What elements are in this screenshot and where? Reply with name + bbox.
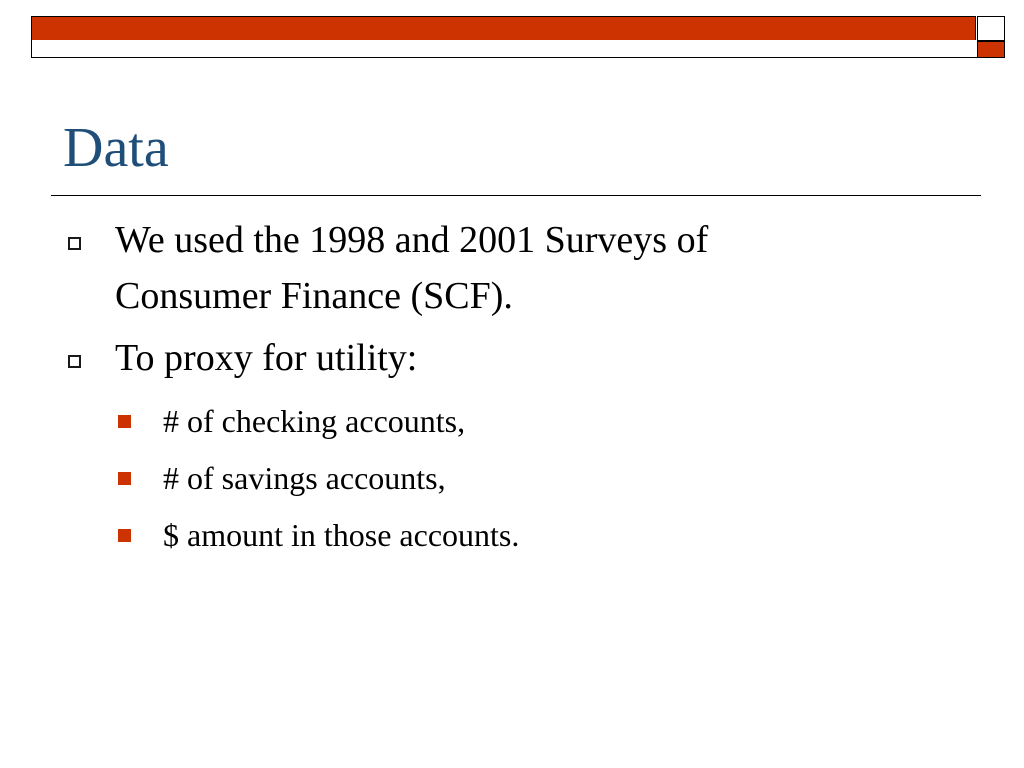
- bullet-line: To proxy for utility:: [115, 337, 418, 379]
- bullet-text: [115, 330, 875, 386]
- bullet-text: [115, 212, 875, 324]
- filled-square-icon: [118, 529, 131, 542]
- header-accent-outline: [31, 40, 1005, 58]
- hollow-square-icon: [68, 237, 81, 250]
- sub-bullet-text: $ amount in those accounts.: [163, 517, 520, 553]
- bullet-line: Consumer Finance (SCF).: [115, 275, 513, 317]
- filled-square-icon: [118, 472, 131, 485]
- title-underline: [51, 195, 981, 196]
- slide-title: Data: [63, 117, 169, 179]
- header-accent-bar: [31, 16, 976, 41]
- hollow-square-icon: [68, 355, 81, 368]
- filled-square-icon: [118, 415, 131, 428]
- header-corner-box-top: [977, 16, 1005, 41]
- bullet-line: We used the 1998 and 2001 Surveys of: [115, 219, 709, 261]
- header-corner-box-bottom: [977, 41, 1005, 58]
- sub-bullet-text: # of checking accounts,: [163, 403, 466, 439]
- sub-bullet-text: # of savings accounts,: [163, 460, 446, 496]
